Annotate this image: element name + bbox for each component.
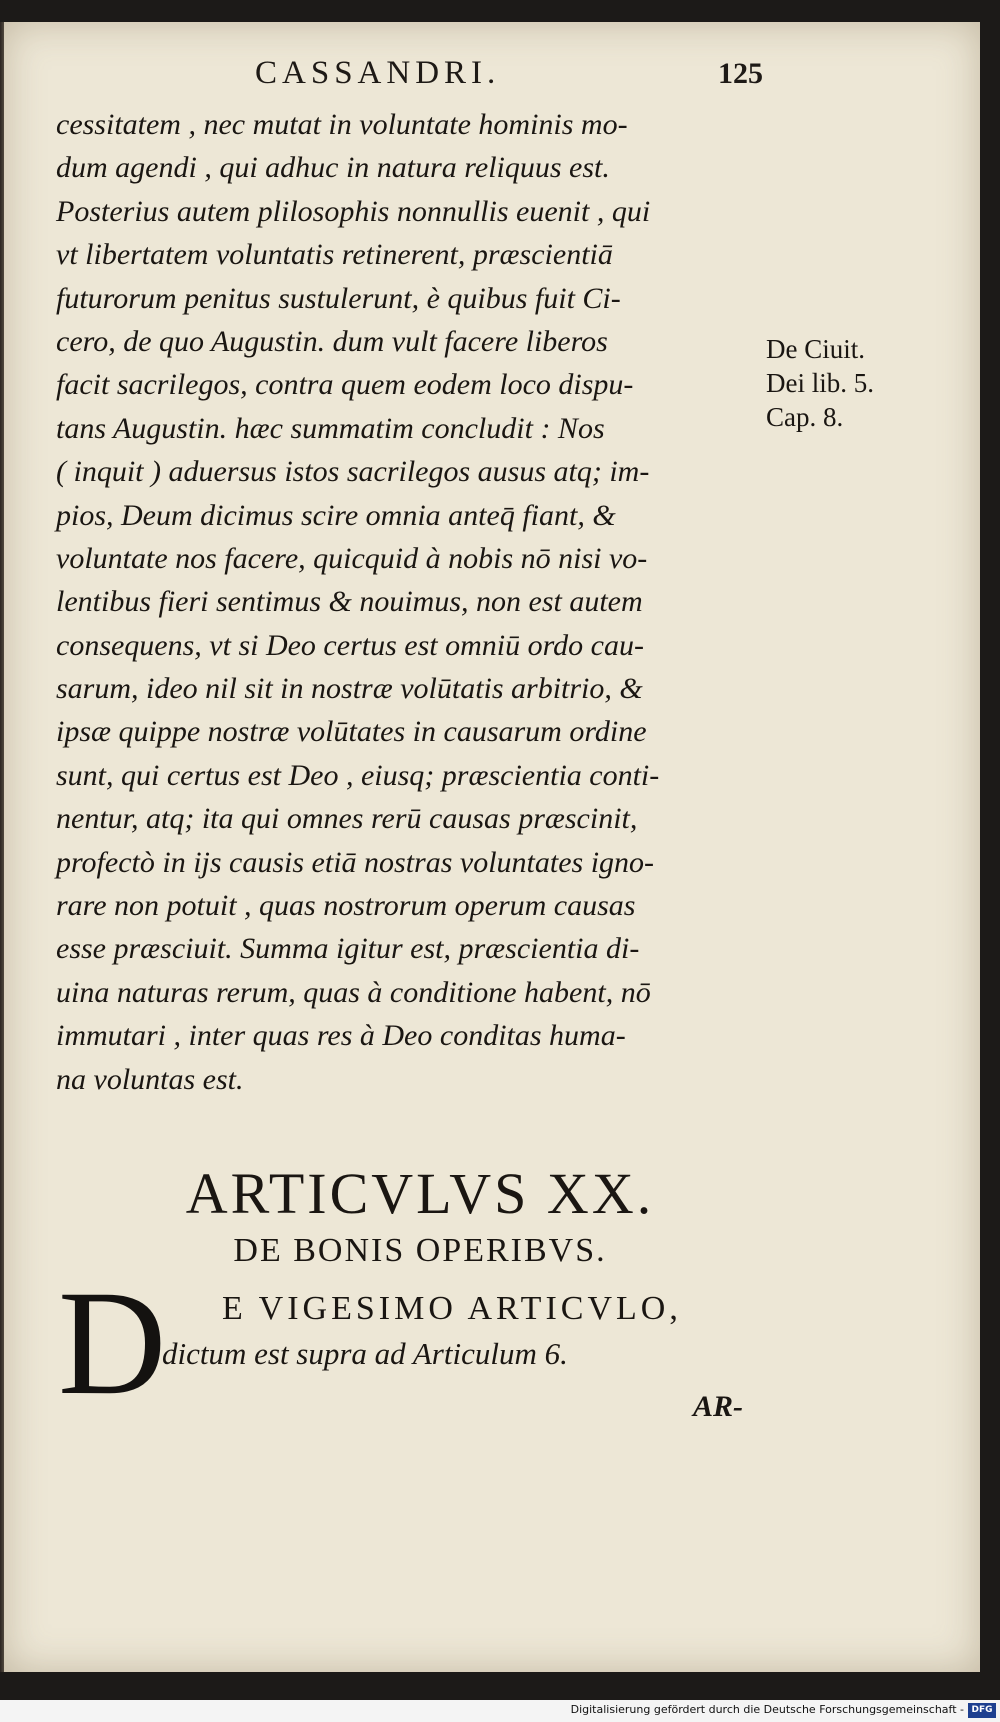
footer-bar xyxy=(0,1700,1000,1722)
text-line: dum agendi , qui adhuc in natura reliquus est. xyxy=(56,151,610,185)
text-line: immutari , inter quas res à Deo conditas huma- xyxy=(56,1019,626,1053)
body-text xyxy=(56,103,756,1101)
text-line: ipsæ quippe nostræ volūtates in causarum ordine xyxy=(56,715,647,749)
text-line: sarum, ideo nil sit in nostræ volūtatis arbitrio, & xyxy=(56,672,643,706)
text-line: cessitatem , nec mutat in voluntate hominis mo- xyxy=(56,108,628,141)
text-line: rare non potuit , quas nostrorum operum causas xyxy=(56,889,636,923)
drop-cap: D xyxy=(58,1260,167,1426)
margin-note xyxy=(766,332,874,434)
text-line: sunt, qui certus est Deo , eiusq; præscientia conti- xyxy=(56,758,660,792)
article-opening-line: E VIGESIMO ARTICVLO, xyxy=(222,1290,682,1327)
text-line: consequens, vt si Deo certus est omniū ordo cau- xyxy=(56,628,644,662)
text-line: esse præsciuit. Summa igitur est, præscientia di- xyxy=(56,932,640,966)
article-title: ARTICVLVS XX. xyxy=(185,1161,655,1226)
text-line: cero, de quo Augustin. dum vult facere liberos xyxy=(56,324,608,358)
margin-note-line: Dei lib. 5. xyxy=(766,368,874,398)
text-line: vt libertatem voluntatis retinerent, præscientiā xyxy=(56,238,613,272)
article-subtitle: DE BONIS OPERIBVS. xyxy=(233,1232,607,1269)
text-line: tans Augustin. hæc summatim concludit : Nos xyxy=(56,411,605,445)
funding-credit: Digitalisierung gefördert durch die Deutsche Forschungsgemeinschaft - xyxy=(570,1703,964,1716)
text-line: ( inquit ) aduersus istos sacrilegos ausus atq; im- xyxy=(56,455,650,489)
text-line: futurorum penitus sustulerunt, è quibus fuit Ci- xyxy=(56,281,621,315)
dfg-logo-icon: DFG xyxy=(968,1703,996,1718)
text-line: lentibus fieri sentimus & nouimus, non est autem xyxy=(56,585,643,619)
margin-note-line: De Ciuit. xyxy=(766,334,865,364)
running-head: CASSANDRI. xyxy=(255,55,501,91)
page-number: 125 xyxy=(718,57,763,90)
text-line: na voluntas est. xyxy=(56,1062,244,1096)
text-line: profectò in ijs causis etiā nostras voluntates igno- xyxy=(56,845,655,879)
text-line: Posterius autem plilosophis nonnullis euenit , qui xyxy=(56,194,651,228)
text-line: facit sacrilegos, contra quem eodem loco dispu- xyxy=(56,368,634,402)
text-line: nentur, atq; ita qui omnes rerū causas præscinit, xyxy=(56,802,638,836)
margin-note-line: Cap. 8. xyxy=(766,402,844,432)
text-line: voluntate nos facere, quicquid à nobis nō nisi vo- xyxy=(56,541,648,575)
text-line: pios, Deum dicimus scire omnia anteq̄ fiant, & xyxy=(56,498,616,532)
page-header xyxy=(0,55,1000,95)
article-opening-line: dictum est supra ad Articulum 6. xyxy=(162,1336,568,1371)
text-line: uina naturas rerum, quas à conditione habent, nō xyxy=(56,975,651,1009)
catchword: AR- xyxy=(693,1390,744,1423)
